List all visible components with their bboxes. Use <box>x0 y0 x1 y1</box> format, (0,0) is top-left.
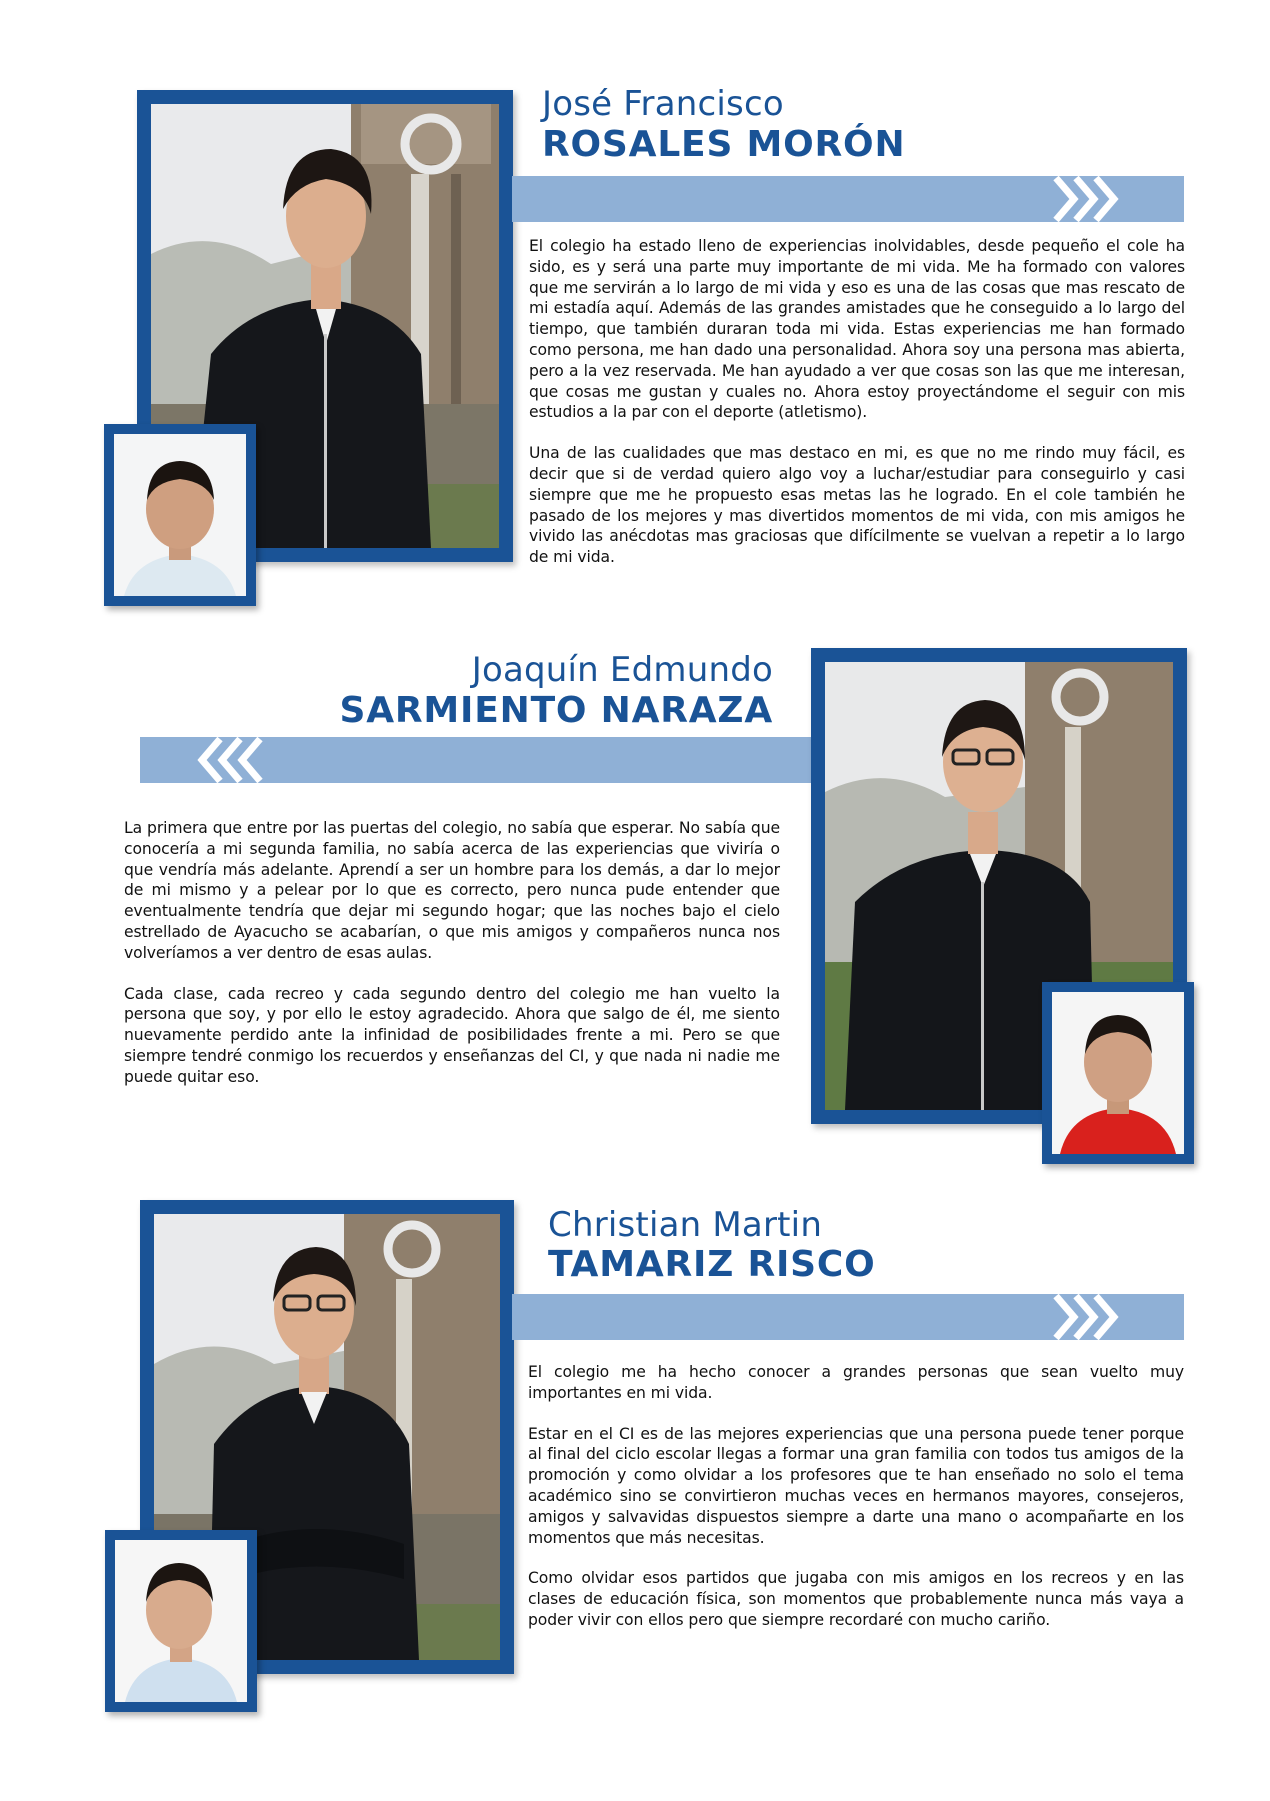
student-bio <box>528 1362 1184 1651</box>
student-last-name: ROSALES MORÓN <box>542 124 906 165</box>
bio-paragraph: Una de las cualidades que mas destaco en mi, es que no me rindo muy fácil, es decir que si de verdad quiero algo voy a luchar/estudiar para conseguirlo y casi siempre que me he propuesto esas metas las he logrado. En el cole también he pasado de los mejores y mas divertidos momentos de mi vida, con mis amigos he vivido las anécdotas mas graciosas que difícilmente se vuelvan a repetir a lo largo de mi vida. <box>529 444 1185 567</box>
student-last-name: SARMIENTO NARAZA <box>339 690 773 731</box>
childhood-photo <box>115 1540 247 1702</box>
childhood-photo-frame <box>1042 982 1194 1164</box>
bio-paragraph: Como olvidar esos partidos que jugaba con mis amigos en los recreos y en las clases de educación física, son momentos que probablemente nunca más vaya a poder vivir con ellos pero que siempre recordaré con mucho cariño. <box>528 1569 1184 1629</box>
childhood-photo <box>114 434 246 596</box>
bio-paragraph: Cada clase, cada recreo y cada segundo dentro del colegio me han vuelto la persona que soy, y por ello le estoy agradecido. Ahora que salgo de él, me siento nuevamente perdido ante la infinidad de posibilidades frente a mi. Pero se que siempre tendré conmigo los recuerdos y enseñanzas del CI, y que nada ni nadie me puede quitar eso. <box>124 984 780 1086</box>
student-last-name: TAMARIZ RISCO <box>548 1244 876 1285</box>
student-bio <box>529 236 1185 588</box>
bio-paragraph: La primera que entre por las puertas del colegio, no sabía que esperar. No sabía que conocería a mi segunda familia, no sabía acerca de las experiencias que viviría o que vendría más adelante. Aprendí a ser un hombre para los demás, a dar lo mejor de mi mismo y a pelear por lo que es correcto, pero nunca pude entender que eventualmente tendría que dejar mi segundo hogar; que las noches bajo el cielo estrellado de Ayacucho se acabarían, o que mis amigos y compañeros nunca nos volveríamos a ver dentro de esas aulas. <box>124 819 780 962</box>
student-bio <box>124 818 780 1108</box>
student-first-name: José Francisco <box>542 84 784 124</box>
bio-paragraph: El colegio me ha hecho conocer a grandes personas que sean vuelto muy importantes en mi vida. <box>528 1363 1184 1402</box>
chevron-left-icon <box>192 733 266 787</box>
childhood-photo-frame <box>104 424 256 606</box>
childhood-photo-frame <box>105 1530 257 1712</box>
chevron-right-icon <box>1050 172 1124 226</box>
chevron-right-icon <box>1050 1290 1124 1344</box>
student-first-name: Christian Martin <box>548 1205 823 1245</box>
bio-paragraph: Estar en el CI es de las mejores experiencias que una persona puede tener porque al final del ciclo escolar llegas a formar una gran familia con todos tus amigos de la promoción y como olvidar a los profesores que te han enseñado no solo el tema académico sino se convirtieron muchas veces en hermanos mayores, consejeros, amigos y salvavidas dispuestos siempre a darte una mano o acompañarte en los momentos que más necesitas. <box>528 1424 1184 1547</box>
childhood-photo <box>1052 992 1184 1154</box>
student-first-name: Joaquín Edmundo <box>471 650 773 690</box>
bio-paragraph: El colegio ha estado lleno de experiencias inolvidables, desde pequeño el cole ha sido, es y será una parte muy importante de mi vida. Me ha formado con valores que me servirán a lo largo de mi vida y eso es una de las cosas que mas rescato de mi estadía aquí. Además de las grandes amistades que he conseguido a lo largo del tiempo, que también duraran toda mi vida. Estas experiencias me han formado como persona, me han dado una personalidad. Ahora soy una persona mas abierta, pero a la vez reservada. Me han ayudado a ver que cosas son las que me interesan, que cosas me gustan y cuales no. Ahora estoy proyectándome el seguir con mis estudios a la par con el deporte (atletismo). <box>529 237 1185 422</box>
